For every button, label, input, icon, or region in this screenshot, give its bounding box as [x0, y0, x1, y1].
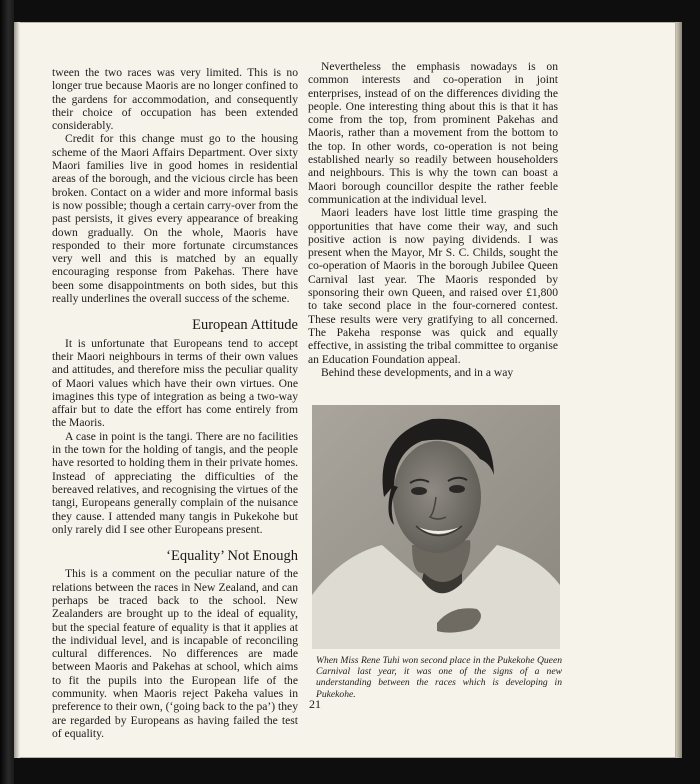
- section-heading-european-attitude: European Attitude: [192, 317, 298, 334]
- section-heading-equality: ‘Equality’ Not Enough: [166, 548, 298, 565]
- right-paragraph-1: Nevertheless the emphasis nowadays is on common interests and co-operation in joint enterprises, instead of on the differences dividing the people. One interesting thing about this is that it has come from the top, from prominent Pakehas and Maoris, rather than a movement from the bottom to the top. In other words, co-operation is not being established nearly so readily between householders and neighbours. This is why the town can boast a Maori borough councillor despite the rather feeble communication at the individual level.: [308, 60, 558, 206]
- left-paragraph-4: A case in point is the tangi. There are no facilities in the town for the holding of tangis, and the people have resorted to holding them in their private homes. Instead of appreciating the difficulties of the bereaved relatives, and recognising the virtues of the tangi, Europeans generally complain of the nuisance they cause. I attended many tangis in Pukekohe but only rarely did I see other Europeans present.: [52, 429, 298, 536]
- page-fold: [14, 22, 20, 758]
- page-binding: [0, 0, 14, 784]
- left-column: [52, 66, 298, 740]
- left-paragraph-3: It is unfortunate that Europeans tend to accept their Maori neighbours in terms of their own values and attitudes, and therefore miss the peculiar quality of Maori values which have their own virtues. One imagines this type of integration as being a two-way affair but to date the effort has come entirely from the Maoris.: [52, 336, 298, 430]
- left-paragraph-1: tween the two races was very limited. This is no longer true because Maoris are no longer confined to the gardens for accommodation, and consequently their choice of occupation has been extended considerably.: [52, 66, 298, 133]
- photo-caption: When Miss Rene Tuhi won second place in the Pukekohe Queen Carnival last year, it was one of the signs of a new understanding between the races which is developing in Pukekohe.: [316, 655, 562, 700]
- right-paragraph-3: Behind these developments, and in a way: [321, 365, 514, 379]
- page-number: 21: [309, 697, 321, 711]
- right-column: [308, 60, 558, 379]
- portrait-illustration: [312, 405, 560, 649]
- left-paragraph-5: This is a comment on the peculiar nature of the relations between the races in New Zealand, and can perhaps be traced back to the school. New Zealanders are brought up to the ideal of equality, but the special feature of equality is that it applies at the individual level, and is incapable of reconciling cultural differences. No differences are made between Maoris and Pakehas at school, which aims to fit the pupils into the European life of the community. when Maoris reject Pakeha values in preference to their own, (‘going back to the pa’) they are regarded by Europeans as having failed the test of equality.: [52, 567, 298, 740]
- right-paragraph-2: Maori leaders have lost little time grasping the opportunities that have come their way, and such positive action is now paying dividends. I was present when the Mayor, Mr S. C. Childs, sought the co-operation of Maoris in the borough Jubilee Queen Carnival last year. The Maoris responded by sponsoring their own Queen, and raised over £1,800 to take second place in the four-cornered contest. These results were very gratifying to all concerned. The Pakeha response was quick and equally effective, in assisting the tribal committee to organise an Education Foundation appeal.: [308, 206, 558, 366]
- portrait-photo: [312, 405, 560, 649]
- page-edge: [676, 22, 682, 758]
- left-paragraph-2: Credit for this change must go to the housing scheme of the Maori Affairs Department. Over sixty Maori families live in good homes in residential areas of the borough, and the vicious circle has been broken. Contact on a wider and more informal basis is now possible; though a certain carry-over from the past persists, it gives every appearance of breaking down gradually. On the whole, Maoris have responded to their more fortunate circumstances very well and this is matched by an equally encouraging response from Pakehas. There have been some disappointments on both sides, but this really underlines the overall success of the scheme.: [52, 132, 298, 306]
